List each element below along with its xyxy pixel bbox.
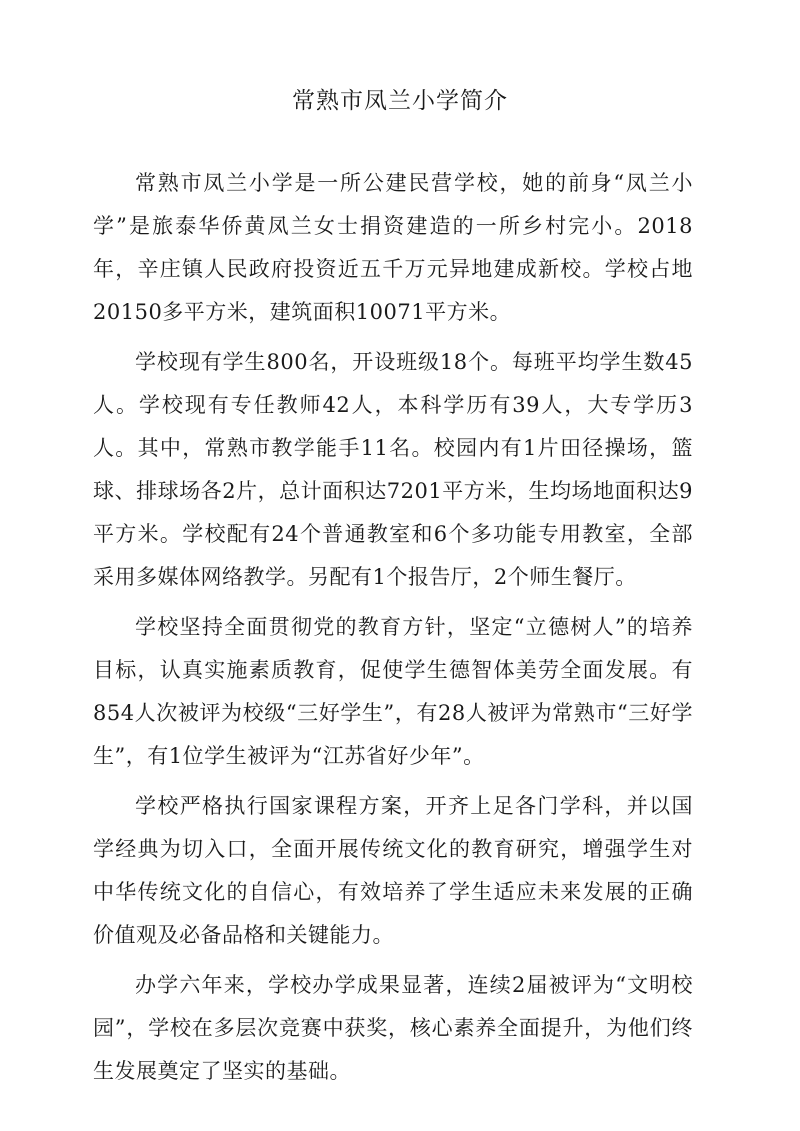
paragraph-history: 常熟市凤兰小学是一所公建民营学校，她的前身“凤兰小学”是旅泰华侨黄凤兰女士捐资建造的一所乡村完小。2018年，辛庄镇人民政府投资近五千万元异地建成新校。学校占地20150多平方米，建筑面积10071平方米。 xyxy=(93,171,693,324)
paragraph-achievements: 办学六年来，学校办学成果显著，连续2届被评为“文明校园”，学校在多层次竞赛中获奖，核心素养全面提升，为他们终生发展奠定了坚实的基础。 xyxy=(93,973,693,1083)
paragraph-staff-facilities: 学校现有学生800名，开设班级18个。每班平均学生数45人。学校现有专任教师42人，本科学历有39人，大专学历3人。其中，常熟市教学能手11名。校园内有1片田径操场，篮球、排球场各2片，总计面积达7201平方米，生均场地面积达9平方米。学校配有24个普通教室和6个多功能专用教室，全部采用多媒体网络教学。另配有1个报告厅，2个师生餐厅。 xyxy=(93,350,693,589)
document-body xyxy=(93,162,693,1100)
paragraph-curriculum: 学校严格执行国家课程方案，开齐上足各门学科，并以国学经典为切入口，全面开展传统文化的教育研究，增强学生对中华传统文化的自信心，有效培养了学生适应未来发展的正确价值观及必备品格和关键能力。 xyxy=(93,794,693,947)
document-title: 常熟市凤兰小学简介 xyxy=(292,88,508,114)
paragraph-education-goals: 学校坚持全面贯彻党的教育方针，坚定“立德树人”的培养目标，认真实施素质教育，促使学生德智体美劳全面发展。有854人次被评为校级“三好学生”，有28人被评为常熟市“三好学生”，有1位学生被评为“江苏省好少年”。 xyxy=(93,615,693,768)
